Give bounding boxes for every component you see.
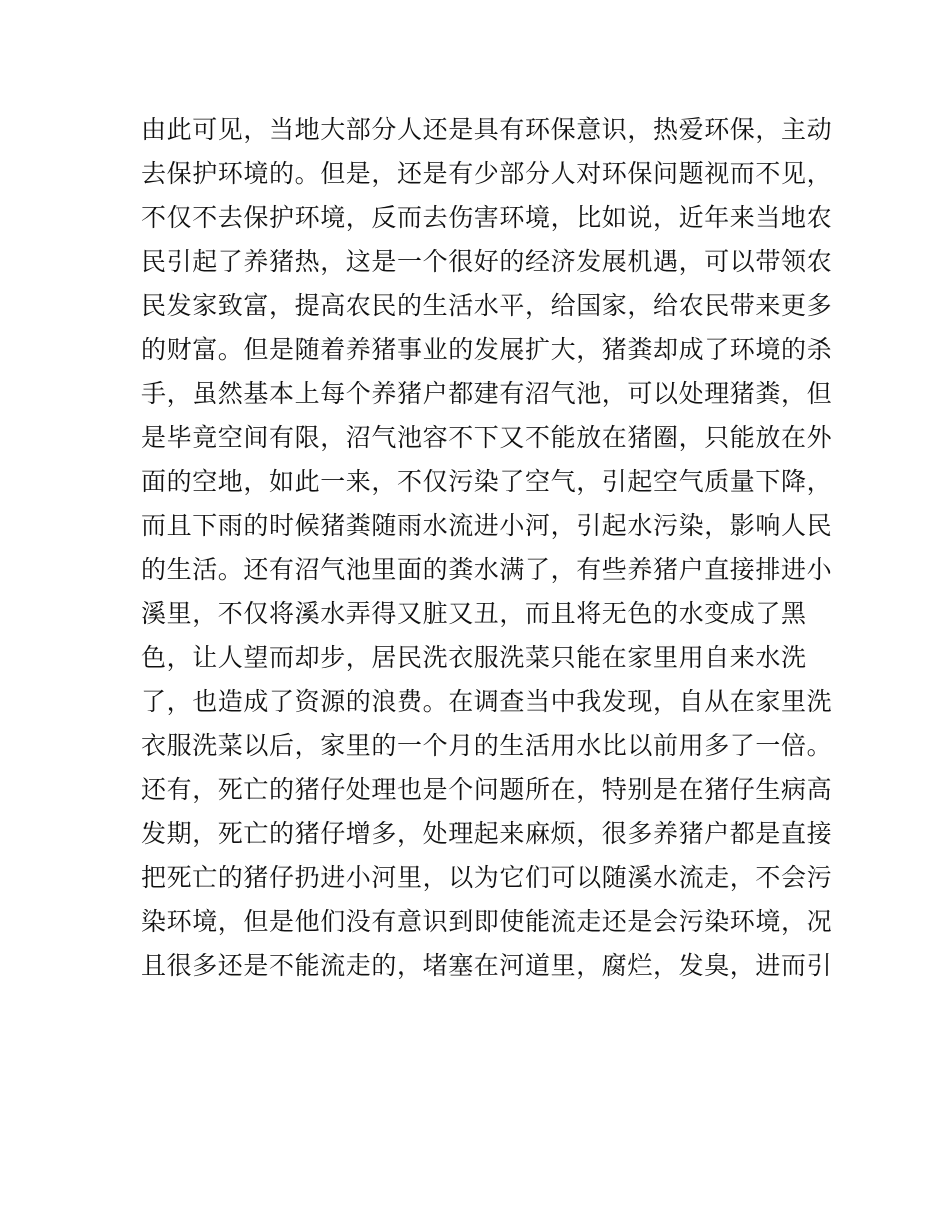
text-line: 把死亡的猪仔扔进小河里，以为它们可以随溪水流走，不会污 bbox=[141, 863, 833, 892]
text-line: 民发家致富，提高农民的生活水平，给国家，给农民带来更多 bbox=[141, 291, 833, 320]
text-line: 手，虽然基本上每个养猪户都建有沼气池，可以处理猪粪，但 bbox=[141, 379, 833, 408]
text-line: 由此可见，当地大部分人还是具有环保意识，热爱环保，主动 bbox=[141, 115, 833, 144]
text-line: 去保护环境的。但是，还是有少部分人对环保问题视而不见， bbox=[141, 159, 833, 188]
body-paragraph bbox=[141, 108, 833, 988]
text-line: 是毕竟空间有限，沼气池容不下又不能放在猪圈，只能放在外 bbox=[141, 423, 833, 452]
text-line: 不仅不去保护环境，反而去伤害环境，比如说，近年来当地农 bbox=[141, 203, 833, 232]
text-line: 溪里，不仅将溪水弄得又脏又丑，而且将无色的水变成了黑 bbox=[141, 599, 807, 628]
text-line: 的生活。还有沼气池里面的粪水满了，有些养猪户直接排进小 bbox=[141, 555, 833, 584]
text-line: 衣服洗菜以后，家里的一个月的生活用水比以前用多了一倍。 bbox=[141, 731, 833, 760]
text-line: 了，也造成了资源的浪费。在调查当中我发现，自从在家里洗 bbox=[141, 687, 833, 716]
text-line: 且很多还是不能流走的，堵塞在河道里，腐烂，发臭，进而引 bbox=[141, 951, 833, 980]
text-line: 的财富。但是随着养猪事业的发展扩大，猪粪却成了环境的杀 bbox=[141, 335, 833, 364]
text-line: 发期，死亡的猪仔增多，处理起来麻烦，很多养猪户都是直接 bbox=[141, 819, 833, 848]
text-line: 民引起了养猪热，这是一个很好的经济发展机遇，可以带领农 bbox=[141, 247, 833, 276]
text-line: 面的空地，如此一来，不仅污染了空气，引起空气质量下降， bbox=[141, 467, 833, 496]
text-line: 色，让人望而却步，居民洗衣服洗菜只能在家里用自来水洗 bbox=[141, 643, 807, 672]
text-line: 而且下雨的时候猪粪随雨水流进小河，引起水污染，影响人民 bbox=[141, 511, 833, 540]
text-line: 染环境，但是他们没有意识到即使能流走还是会污染环境，况 bbox=[141, 907, 833, 936]
text-line: 还有，死亡的猪仔处理也是个问题所在，特别是在猪仔生病高 bbox=[141, 775, 833, 804]
